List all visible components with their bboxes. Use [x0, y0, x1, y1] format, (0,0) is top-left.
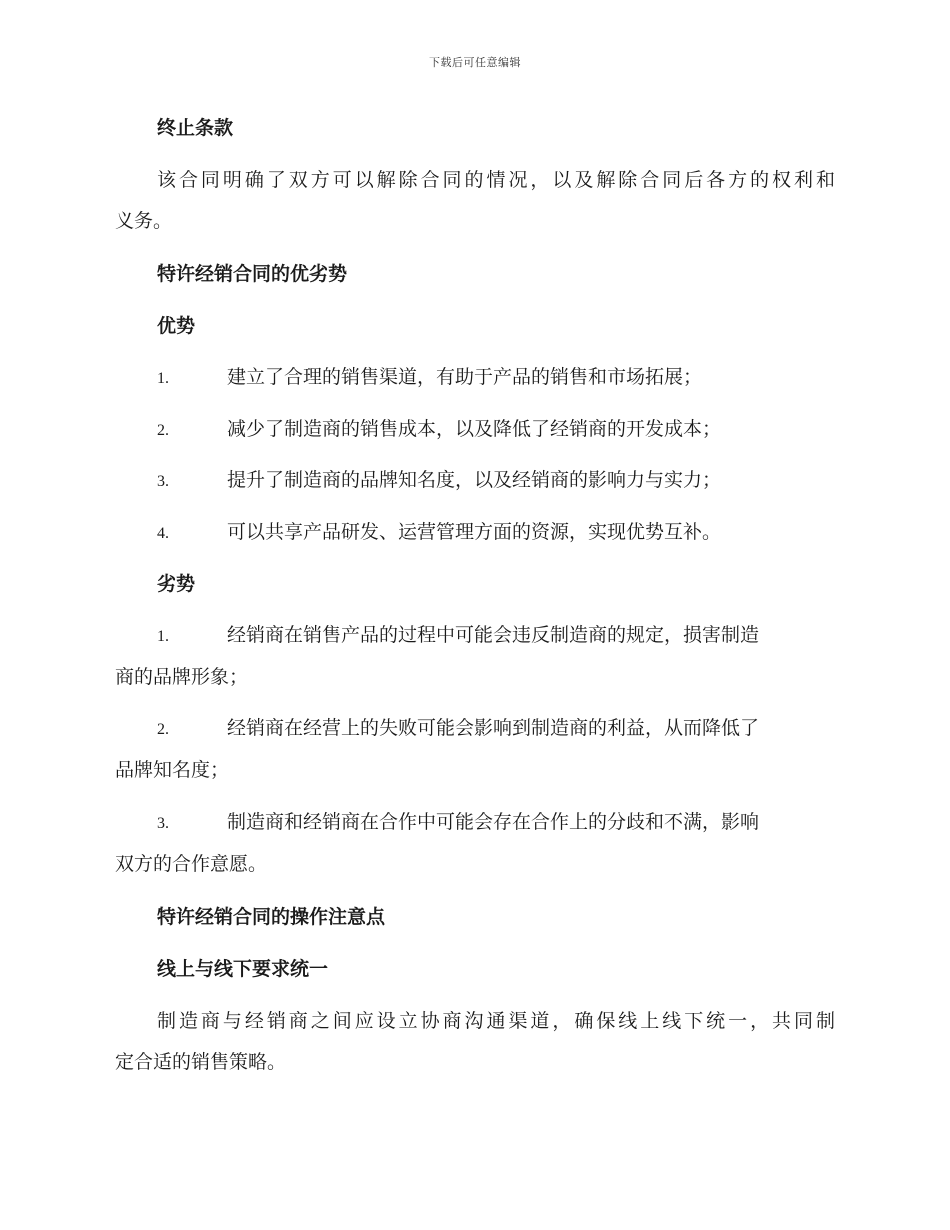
cons-list-item	[157, 623, 837, 649]
termination-paragraph-line1: 该合同明确了双方可以解除合同的情况，以及解除合同后各方的权利和	[157, 169, 835, 191]
cons-list-item	[157, 716, 837, 742]
operation-heading: 特许经销合同的操作注意点	[157, 906, 386, 928]
list-text: 建立了合理的销售渠道，有助于产品的销售和市场拓展；	[227, 366, 703, 388]
list-number: 1.	[157, 628, 169, 645]
list-text: 可以共享产品研发、运营管理方面的资源，实现优势互补。	[227, 521, 722, 543]
pros-list-item	[157, 365, 837, 391]
pros-heading: 优势	[157, 315, 196, 337]
list-text: 制造商和经销商在合作中可能会存在合作上的分歧和不满，影响	[227, 811, 760, 833]
cons-heading: 劣势	[157, 573, 196, 595]
list-text: 经销商在销售产品的过程中可能会违反制造商的规定，损害制造	[227, 624, 760, 646]
operation-paragraph-line1: 制造商与经销商之间应设立协商沟通渠道，确保线上线下统一，共同制	[157, 1010, 835, 1032]
cons-list-item	[157, 810, 837, 836]
operation-subheading: 线上与线下要求统一	[157, 958, 329, 980]
list-number: 1.	[157, 370, 169, 387]
cons-list-item-continuation: 品牌知名度；	[115, 759, 230, 781]
pros-cons-heading: 特许经销合同的优劣势	[157, 263, 348, 285]
pros-list-item	[157, 468, 837, 494]
termination-paragraph-line2: 义务。	[115, 210, 173, 232]
list-text: 经销商在经营上的失败可能会影响到制造商的利益，从而降低了	[227, 717, 760, 739]
list-number: 3.	[157, 815, 169, 832]
list-number: 2.	[157, 422, 169, 439]
list-text: 减少了制造商的销售成本，以及降低了经销商的开发成本；	[227, 418, 722, 440]
operation-paragraph-line2: 定合适的销售策略。	[115, 1051, 287, 1073]
list-number: 2.	[157, 721, 169, 738]
list-number: 3.	[157, 473, 169, 490]
pros-list-item	[157, 520, 837, 546]
page-header: 下载后可任意编辑	[429, 56, 521, 69]
pros-list-item	[157, 417, 837, 443]
cons-list-item-continuation: 商的品牌形象；	[115, 666, 249, 688]
list-text: 提升了制造商的品牌知名度，以及经销商的影响力与实力；	[227, 469, 722, 491]
cons-list-item-continuation: 双方的合作意愿。	[115, 853, 268, 875]
list-number: 4.	[157, 525, 169, 542]
termination-heading: 终止条款	[157, 117, 234, 139]
